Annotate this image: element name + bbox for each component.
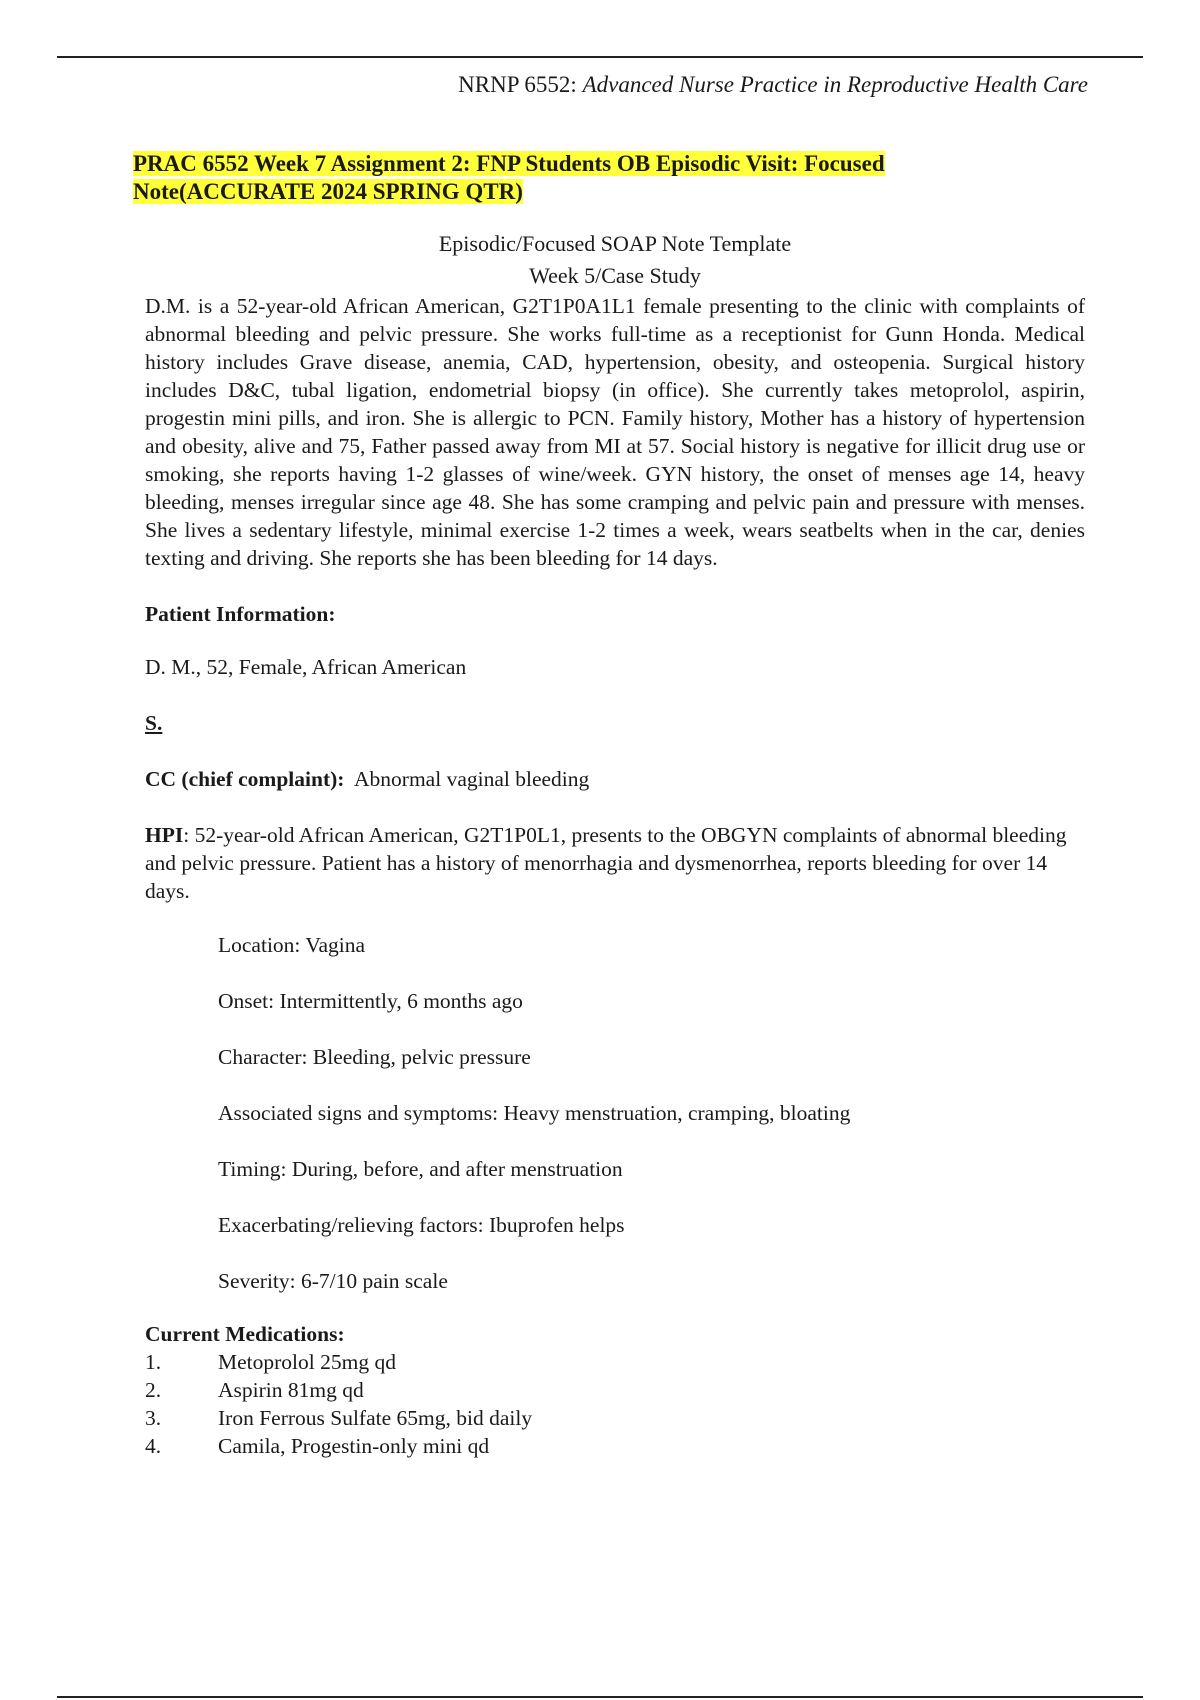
medication-item [145, 1376, 1085, 1404]
bottom-rule [57, 1696, 1143, 1698]
medication-number: 3. [145, 1406, 162, 1430]
medication-text: Aspirin 81mg qd [218, 1378, 364, 1402]
document-title [133, 150, 953, 206]
subjective-section-label [145, 709, 1085, 737]
chief-complaint [145, 765, 1085, 793]
hpi-paragraph [145, 821, 1085, 905]
case-study-paragraph: D.M. is a 52-year-old African American, G2T1P0A1L1 female presenting to the clinic with complaints of abnormal bleeding and pelvic pressure. She works full-time as a receptionist for Gunn Honda. Medical history includes Grave disease, anemia, CAD, hypertension, obesity, and osteopenia. Surgical history includes D&C, tubal ligation, endometrial biopsy (in office). She currently takes metoprolol, aspirin, progestin mini pills, and iron. She is allergic to PCN. Family history, Mother has a history of hypertension and obesity, alive and 75, Father passed away from MI at 57. Social history is negative for illicit drug use or smoking, she reports having 1-2 glasses of wine/week. GYN history, the onset of menses age 14, heavy bleeding, menses irregular since age 48. She has some cramping and pelvic pain and pressure with menses. She lives a sedentary lifestyle, minimal exercise 1-2 times a week, wears seatbelts when in the car, denies texting and driving. She reports she has been bleeding for 14 days. [145, 294, 1085, 570]
hpi-exacerbating-relieving: Exacerbating/relieving factors: Ibuprofen helps [218, 1213, 625, 1237]
chief-complaint-value: Abnormal vaginal bleeding [354, 767, 590, 791]
hpi-onset: Onset: Intermittently, 6 months ago [218, 989, 523, 1013]
top-rule [57, 56, 1143, 58]
chief-complaint-label: CC (chief complaint): [145, 767, 345, 791]
course-code: NRNP 6552: [458, 72, 583, 97]
medication-number: 1. [145, 1350, 162, 1374]
hpi-timing: Timing: During, before, and after menstruation [218, 1157, 623, 1181]
medication-item [145, 1432, 1085, 1460]
hpi-text: : 52-year-old African American, G2T1P0L1, presents to the OBGYN complaints of abnormal bleeding and pelvic pressure. Patient has a history of menorrhagia and dysmenorrhea, reports bleeding for over 14 days. [145, 823, 1067, 903]
document-body [145, 228, 1085, 1460]
medication-number: 2. [145, 1378, 162, 1402]
hpi-associated-symptoms: Associated signs and symptoms: Heavy menstruation, cramping, bloating [218, 1101, 851, 1125]
subjective-label: S. [145, 711, 163, 735]
patient-info-value: D. M., 52, Female, African American [145, 655, 467, 679]
patient-info-heading: Patient Information: [145, 602, 336, 626]
course-title: Advanced Nurse Practice in Reproductive Health Care [582, 72, 1088, 97]
medications-list [145, 1348, 1085, 1460]
medication-text: Camila, Progestin-only mini qd [218, 1434, 490, 1458]
medications-heading: Current Medications: [145, 1322, 345, 1346]
document-title-highlight: PRAC 6552 Week 7 Assignment 2: FNP Students OB Episodic Visit: Focused Note(ACCURATE 2024 SPRING QTR) [133, 151, 885, 204]
running-header [458, 72, 1088, 98]
template-subtitle: Week 5/Case Study [529, 263, 701, 288]
hpi-location: Location: Vagina [218, 933, 366, 957]
medication-text: Metoprolol 25mg qd [218, 1350, 396, 1374]
hpi-character: Character: Bleeding, pelvic pressure [218, 1045, 531, 1069]
medication-text: Iron Ferrous Sulfate 65mg, bid daily [218, 1406, 533, 1430]
medication-item [145, 1348, 1085, 1376]
hpi-label: HPI [145, 823, 184, 847]
medication-number: 4. [145, 1434, 162, 1458]
hpi-severity: Severity: 6-7/10 pain scale [218, 1269, 448, 1293]
hpi-details [145, 931, 1085, 1295]
medication-item [145, 1404, 1085, 1432]
template-title: Episodic/Focused SOAP Note Template [438, 231, 792, 256]
